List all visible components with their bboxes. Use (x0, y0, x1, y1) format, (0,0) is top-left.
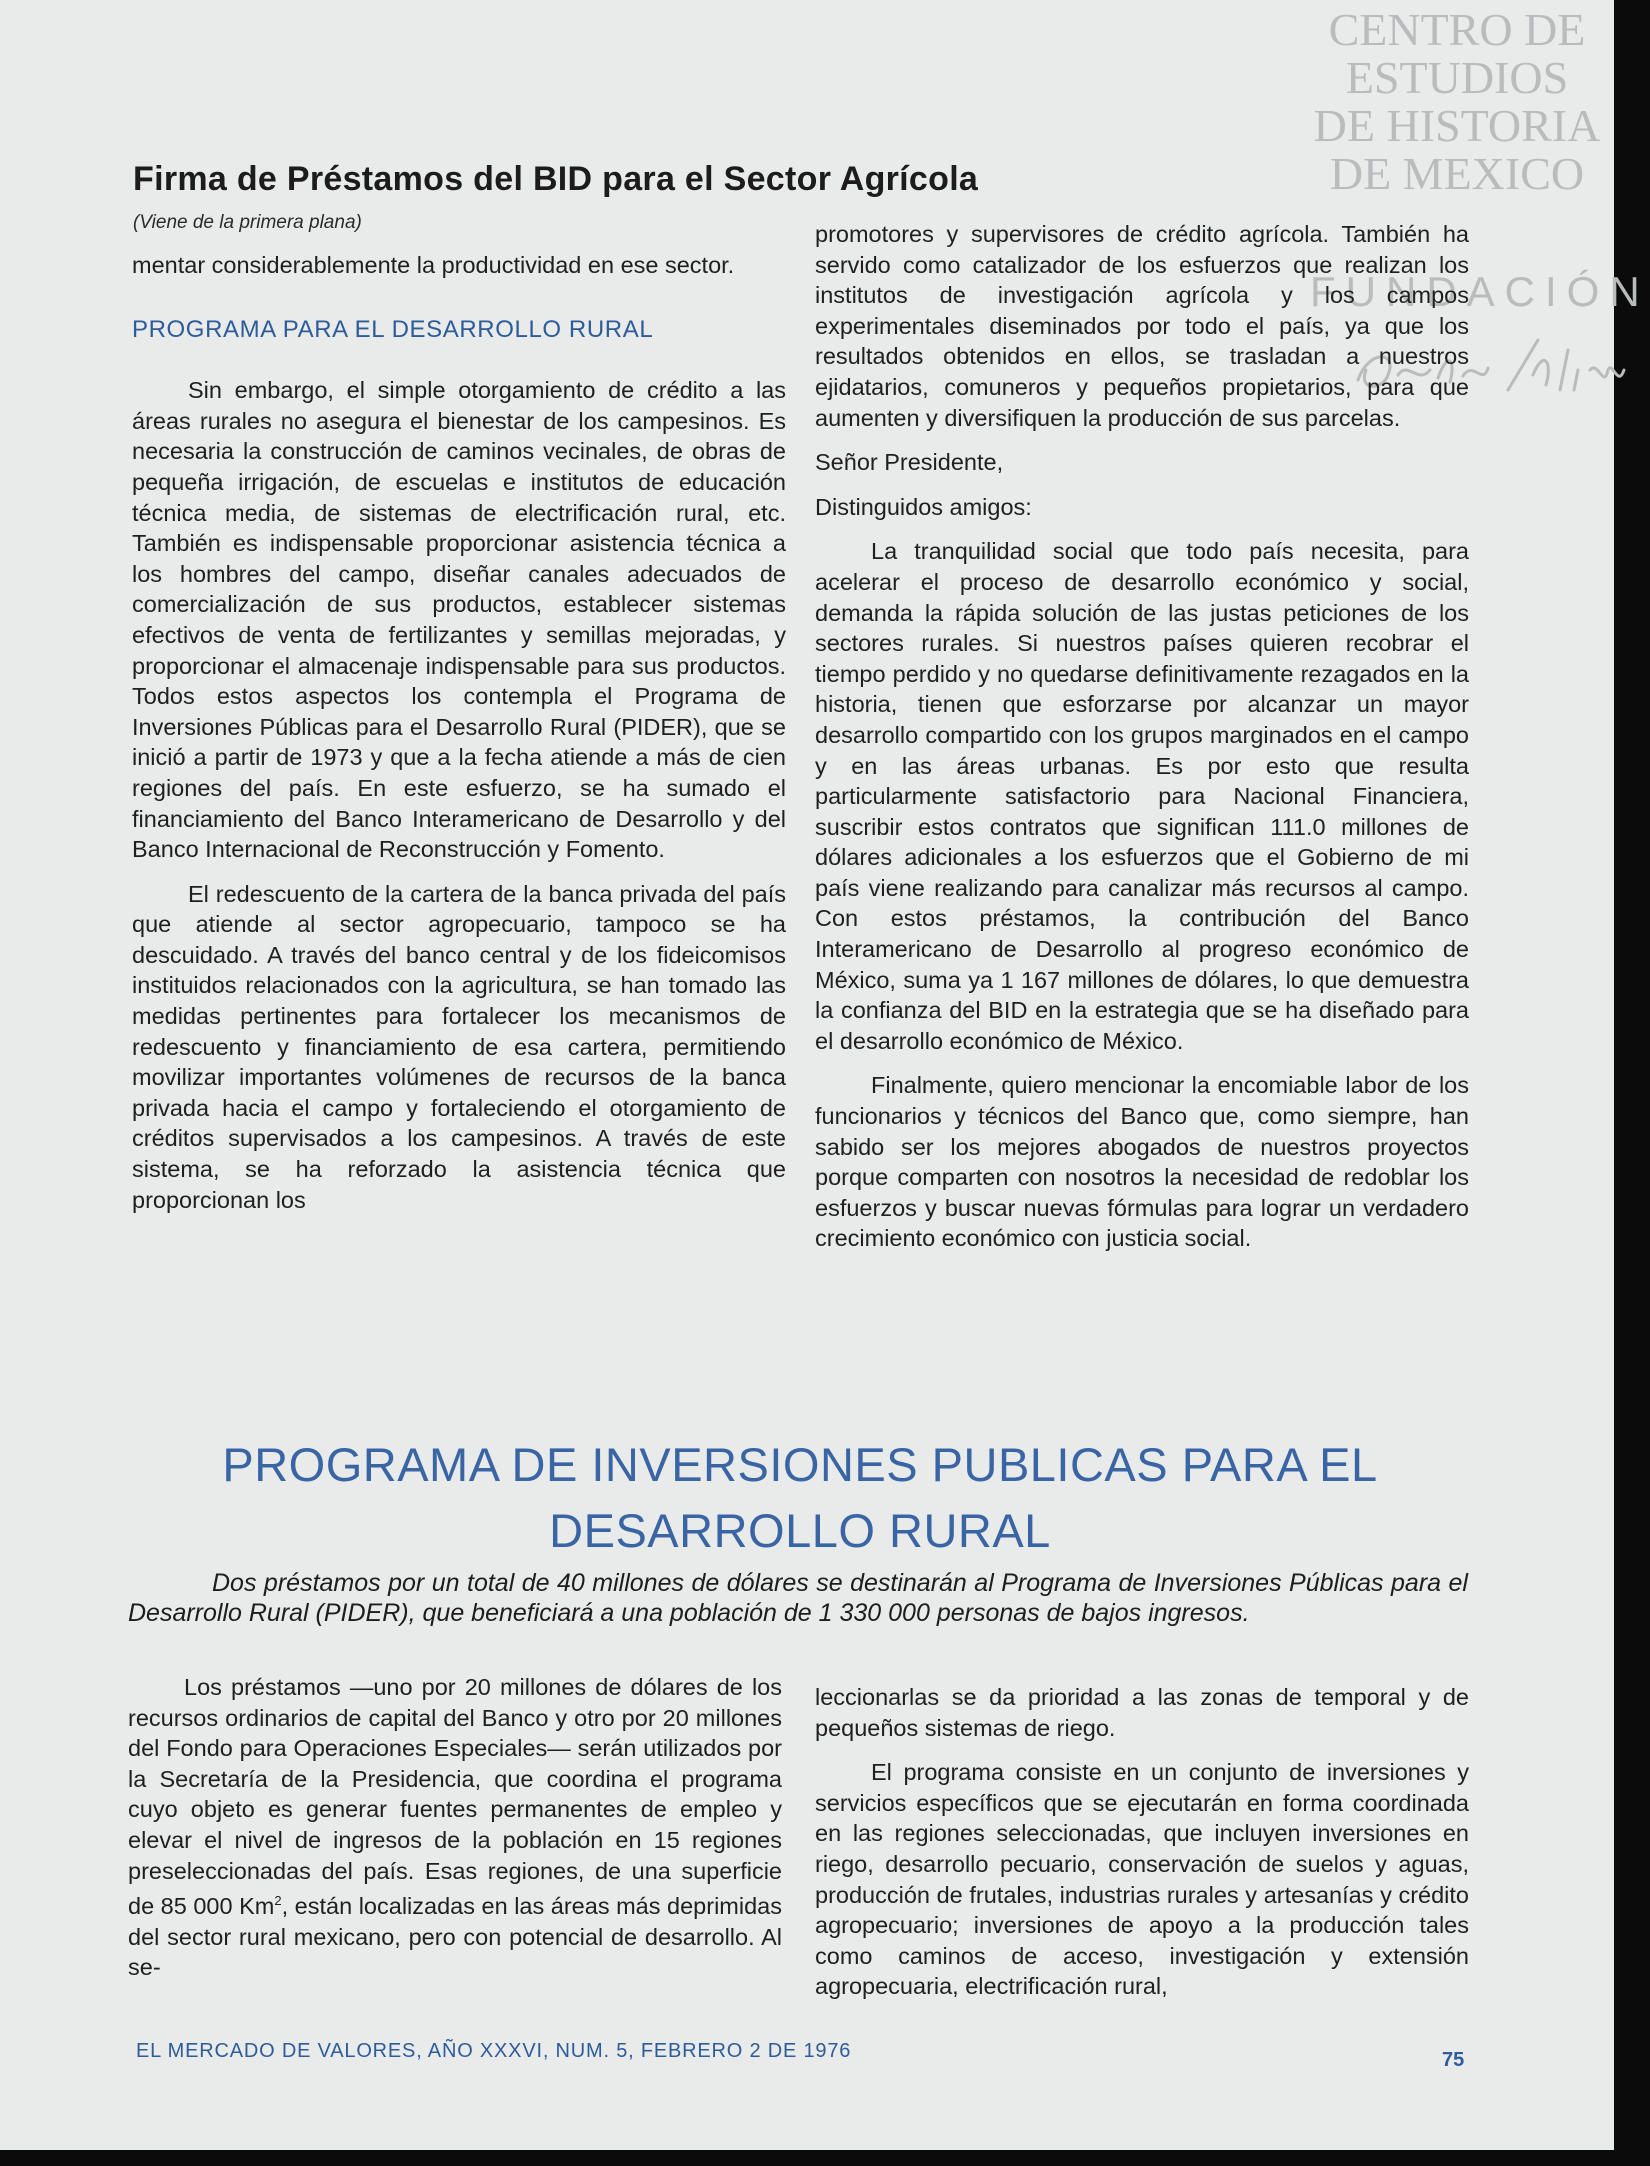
section-title (130, 1432, 1470, 1564)
superscript: 2 (274, 1893, 282, 1909)
section-paragraph (128, 1672, 782, 1983)
continued-note: (Viene de la primera plana) (133, 212, 362, 233)
section-left-column (128, 1672, 782, 1983)
watermark-line: DE MEXICO (1329, 148, 1585, 199)
article-intro: mentar considerablemente la productividad en ese sector. (132, 252, 735, 278)
article-paragraph: Sin embargo, el simple otorgamiento de crédito a las áreas rurales no asegura el bienestar de los campesinos. Es necesaria la construcción de caminos vecinales, de obras de pequeña irrigación, de escuelas e institutos de educación técnica media, de sistemas de electrificación rural, etc. También es indispensable proporcionar asistencia técnica a los hombres del campo, diseñar canales adecuados de comercialización de sus productos, establecer sistemas efectivos de venta de fertilizantes y semillas mejoradas, y proporcionar el almacenaje indispensable para sus productos. Todos estos aspectos los contempla el Programa de Inversiones Públicas para el Desarrollo Rural (PIDER), que se inició a partir de 1973 y que a la fecha atiende a más de cien regiones del país. En este esfuerzo, se ha sumado el financiamiento del Banco Interamericano de Desarrollo y del Banco Internacional de Reconstrucción y Fomento. (132, 377, 786, 863)
article-paragraph: Finalmente, quiero mencionar la encomiable labor de los funcionarios y técnicos del Banco que, como siempre, han sabido ser los mejores abogados de nuestros proyectos porque comparten con nosotros la necesidad de redoblar los esfuerzos y buscar nuevas fórmulas para lograr un verdadero crecimiento económico con justicia social. (815, 1072, 1469, 1252)
article-paragraph: promotores y supervisores de crédito agrícola. También ha servido como catalizador de los esfuerzos que realizan los institutos de investigación agrícola y los campos experimentales diseminados por todo el país, ya que los resultados obtenidos en ellos, se trasladan a nuestros ejidatarios, comuneros y pequeños propietarios, para que aumenten y diversifiquen la producción de sus parcelas. (815, 221, 1469, 431)
salutation: Señor Presidente, (815, 449, 1004, 476)
salutation: Distinguidos amigos: (815, 493, 1032, 520)
watermark-line: DE HISTORIA (1313, 100, 1601, 151)
section-title-line: PROGRAMA DE INVERSIONES PUBLICAS PARA EL (222, 1438, 1378, 1491)
article-left-column (132, 250, 786, 1215)
section-paragraph: El programa consiste en un conjunto de inversiones y servicios específicos que se ejecutarán en forma coordinada en las regiones seleccionadas, que incluyen inversiones en riego, desarrollo pecuario, conservación de suelos y aguas, producción de frutales, industrias rurales y artesanías y crédito agropecuario; inversiones de apoyo a la producción tales como caminos de acceso, investigación y extensión agropecuaria, electrificación rural, (815, 1759, 1469, 2000)
section-paragraph: leccionarlas se da prioridad a las zonas de temporal y de pequeños sistemas de riego. (815, 1684, 1469, 1741)
watermark-line: CENTRO DE (1328, 4, 1586, 55)
archive-watermark (1300, 6, 1614, 198)
page-number: 75 (1442, 2049, 1465, 2071)
section-paragraph-part: Los préstamos —uno por 20 millones de dólares de los recursos ordinarios de capital del Banco y otro por 20 millones del Fondo para Operaciones Especiales— serán utilizados por la Secretaría de la Presidencia, que coordina el programa cuyo objeto es generar fuentes permanentes de empleo y elevar el nivel de ingresos de la población en 15 regiones preseleccionadas del país. Esas regiones, de una superficie de 85 000 Km (128, 1674, 782, 1919)
section-lede: Dos préstamos por un total de 40 millones de dólares se destinarán al Programa de Inversiones Públicas para el Desarrollo Rural (PIDER), que beneficiará a una población de 1 330 000 personas de bajos ingresos. (128, 1569, 1468, 1627)
watermark-line: ESTUDIOS (1345, 52, 1569, 103)
article-paragraph: El redescuento de la cartera de la banca privada del país que atiende al sector agropecuario, tampoco se ha descuidado. A través del banco central y de los fideicomisos instituidos relacionados con la agricultura, se han tomado las medidas pertinentes para fortalecer los mecanismos de redescuento y financiamiento de esa cartera, permitiendo movilizar importantes volúmenes de recursos de la banca privada hacia el campo y fortaleciendo el otorgamiento de créditos supervisados a los campesinos. A través de este sistema, se ha reforzado la asistencia técnica que proporcionan los (132, 880, 786, 1213)
article-title: Firma de Préstamos del BID para el Sector Agrícola (133, 160, 979, 198)
section-right-column (815, 1682, 1469, 2002)
article-right-column (815, 219, 1469, 1254)
section-paragraph-part: , están localizadas en las áreas más deprimidas del sector rural mexicano, pero con potencial de desarrollo. Al se- (128, 1892, 782, 1981)
article-paragraph: La tranquilidad social que todo país necesita, para acelerar el proceso de desarrollo económico y social, demanda la rápida solución de las justas peticiones de los sectores rurales. Si nuestros países quieren recobrar el tiempo perdido y no quedarse definitivamente rezagados en la historia, tienen que esforzarse por alcanzar un mayor desarrollo compartido con los grupos marginados en el campo y en las áreas urbanas. Es por esto que resulta particularmente satisfactorio para Nacional Financiera, suscribir estos contratos que significan 111.0 millones de dólares adicionales a los esfuerzos que el Gobierno de mi país viene realizando para canalizar más recursos al campo. Con estos préstamos, la contribución del Banco Interamericano de Desarrollo al progreso económico de México, suma ya 1 167 millones de dólares, lo que demuestra la confianza del BID en la estrategia que se ha diseñado para el desarrollo económico de México. (815, 538, 1469, 1054)
section-subhead: PROGRAMA PARA EL DESARROLLO RURAL (132, 315, 654, 343)
watermark-fundacion: FUNDACIÓN (1310, 268, 1650, 315)
section-title-line: DESARROLLO RURAL (549, 1504, 1051, 1557)
publication-footer: EL MERCADO DE VALORES, AÑO XXXVI, NUM. 5, FEBRERO 2 DE 1976 (136, 2040, 852, 2062)
